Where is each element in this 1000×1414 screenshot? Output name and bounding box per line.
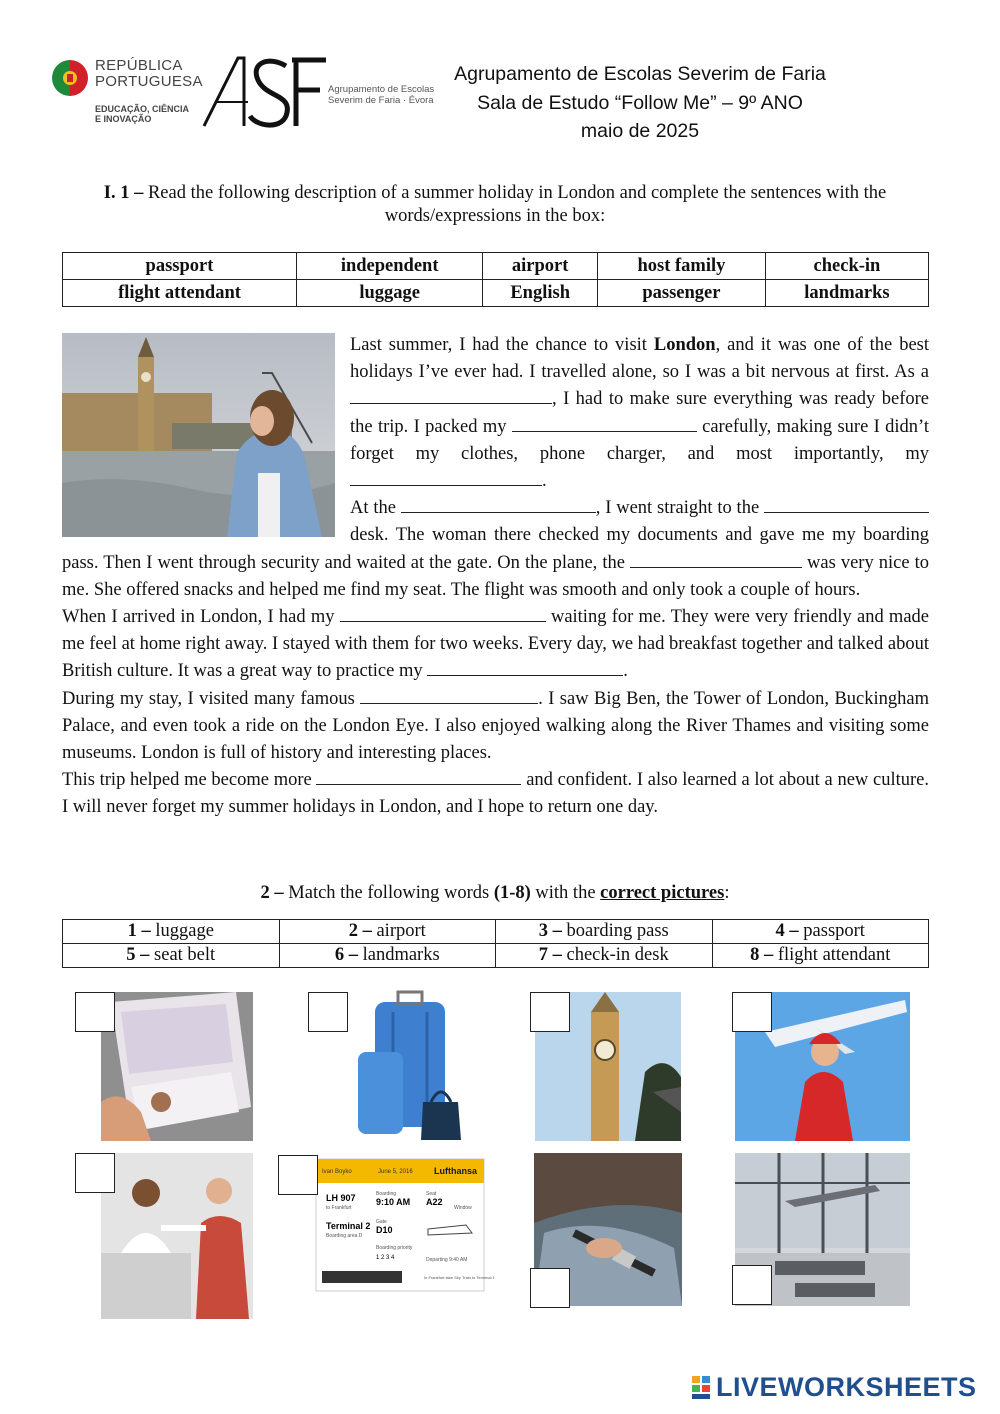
bp-flight: LH 907 — [326, 1193, 356, 1203]
story-text-run: During my stay, I visited many famous — [62, 688, 361, 709]
story-text-run: and confident. I also learned a lot about a new culture. I will never forget my summer holidays in London, and I hope to return one day. — [62, 770, 929, 818]
bp-priority-label: Boarding priority — [376, 1245, 413, 1251]
match-word: seat belt — [149, 945, 216, 965]
bp-date: June 5, 2016 — [378, 1169, 413, 1175]
word-cell: independent — [296, 253, 482, 280]
story-paragraph-3 — [62, 604, 929, 686]
blank-8[interactable] — [427, 659, 623, 676]
portugal-emblem-icon — [55, 58, 85, 98]
blank-9[interactable] — [360, 687, 538, 704]
bp-gate-label: Gate — [376, 1219, 387, 1225]
asf-sub2: Severim de Faria · Évora — [328, 95, 434, 106]
bp-terminal: Terminal 2 — [326, 1221, 371, 1231]
match-item — [63, 920, 280, 944]
answer-box-7[interactable] — [530, 1268, 570, 1308]
bp-area: Boarding area D — [326, 1233, 363, 1239]
match-word: airport — [371, 921, 426, 941]
section2-emphasis: correct pictures — [600, 883, 725, 903]
match-item — [279, 944, 496, 968]
story-paragraph-5 — [62, 767, 929, 821]
story-bold-london: London — [653, 335, 716, 355]
rp-sub2: E INOVAÇÃO — [95, 114, 152, 124]
match-item — [496, 944, 713, 968]
blank-10[interactable] — [316, 768, 521, 785]
section2-text: : — [724, 883, 730, 903]
match-word: boarding pass — [561, 921, 669, 941]
word-cell: check-in — [765, 253, 928, 280]
blank-2[interactable] — [512, 415, 697, 432]
blank-6[interactable] — [630, 551, 802, 568]
bp-boarding-label: Boarding — [376, 1191, 397, 1197]
section2-range: (1-8) — [493, 883, 531, 903]
answer-box-1[interactable] — [75, 992, 115, 1032]
story-text-run: This trip helped me become more — [62, 770, 317, 791]
bp-boarding-time: 9:10 AM — [376, 1197, 411, 1207]
rp-line1: REPÚBLICA — [95, 57, 183, 74]
section2-text: with the — [530, 883, 601, 903]
match-number: 5 – — [126, 945, 150, 965]
match-word: flight attendant — [773, 945, 891, 965]
liveworksheets-brand[interactable]: LIVEWORKSHEETS — [716, 1372, 977, 1402]
match-word-table — [62, 919, 929, 968]
story-text-run: waiting for me. They were very friendly and made me feel at home right away. I stayed with them for two weeks. Every day, we had breakfast together and talked about British culture. It was a great way to practice my — [62, 607, 929, 682]
check-in-desk-picture — [101, 1153, 253, 1319]
class-name: Sala de Estudo “Follow Me” – 9º ANO — [477, 91, 803, 114]
blank-1[interactable] — [350, 387, 552, 404]
luggage-picture — [353, 992, 463, 1142]
blank-3[interactable] — [350, 469, 542, 486]
story-text-run: carefully, making sure I didn’t forget my clothes, phone charger, and most importantly, my — [350, 416, 929, 464]
barcode-icon — [322, 1271, 402, 1283]
school-name: Agrupamento de Escolas Severim de Faria — [454, 63, 826, 85]
section1-number: I. 1 – — [103, 183, 144, 203]
story-text-run: , I had to make sure everything was ready before the trip. I packed my — [350, 389, 929, 437]
bp-priority: 1 2 3 4 — [376, 1255, 395, 1261]
section2-instruction — [62, 883, 928, 904]
match-word: luggage — [150, 921, 214, 941]
word-box — [62, 252, 929, 307]
answer-box-8[interactable] — [732, 1265, 772, 1305]
answer-box-2[interactable] — [308, 992, 348, 1032]
republica-portuguesa-logo — [55, 56, 205, 128]
boarding-pass-picture — [316, 1159, 495, 1291]
section2-text: Match the following words — [283, 883, 494, 903]
answer-box-3[interactable] — [530, 992, 570, 1032]
match-item — [496, 920, 713, 944]
section2-number: 2 – — [260, 883, 284, 903]
match-number: 7 – — [538, 945, 562, 965]
match-item — [279, 920, 496, 944]
match-item — [712, 944, 929, 968]
word-cell: passenger — [597, 280, 765, 307]
match-number: 2 – — [348, 921, 372, 941]
story-text-run: At the — [350, 498, 401, 519]
word-cell: host family — [597, 253, 765, 280]
school-header — [430, 60, 850, 146]
story-text-run: When I arrived in London, I had my — [62, 607, 340, 628]
blank-4[interactable] — [401, 496, 596, 513]
answer-box-6[interactable] — [278, 1155, 318, 1195]
match-item — [63, 944, 280, 968]
story-text-run: . — [623, 661, 628, 682]
story-text-run: . — [542, 471, 547, 492]
match-number: 6 – — [334, 945, 358, 965]
liveworksheets-logo-icon — [692, 1376, 712, 1400]
word-cell: flight attendant — [63, 280, 297, 307]
bp-departing: Departing 9:40 AM — [426, 1257, 468, 1263]
match-word: check-in desk — [561, 945, 669, 965]
bp-seat-label: Seat — [426, 1191, 437, 1197]
blank-7[interactable] — [340, 605, 546, 622]
match-number: 4 – — [775, 921, 799, 941]
story-paragraph-4 — [62, 686, 929, 768]
passport-picture — [101, 992, 253, 1141]
word-cell: luggage — [296, 280, 482, 307]
word-cell: landmarks — [765, 280, 928, 307]
match-item — [712, 920, 929, 944]
bp-to: to Frankfurt — [326, 1205, 352, 1211]
rp-sub1: EDUCAÇÃO, CIÊNCIA — [95, 104, 190, 114]
match-number: 3 – — [538, 921, 562, 941]
word-cell: passport — [63, 253, 297, 280]
story-text — [62, 332, 929, 822]
match-word: passport — [798, 921, 865, 941]
section1-instruction-text: Read the following description of a summer holiday in London and complete the sentences with the words/expressions in the box: — [143, 183, 887, 226]
blank-5[interactable] — [764, 496, 929, 513]
bp-gate: D10 — [376, 1225, 393, 1235]
word-cell: airport — [483, 253, 598, 280]
bp-seat: A22 — [426, 1197, 443, 1207]
asf-sub1: Agrupamento de Escolas — [328, 84, 435, 95]
section1-instruction — [62, 182, 928, 228]
date-line: maio de 2025 — [580, 120, 700, 142]
asf-school-logo — [200, 54, 330, 128]
bp-seat-type: Window — [454, 1205, 472, 1211]
story-text-run: . I saw Big Ben, the Tower of London, Buckingham Palace, and even took a ride on the London Eye. I also enjoyed walking along the River Thames and visiting some museums. London is full of history and interesting places. — [62, 688, 929, 764]
rp-line2: PORTUGUESA — [95, 73, 203, 90]
story-text-run: , I went straight to the — [595, 498, 764, 519]
story-text-run: was very nice to me. She offered snacks and helped me find my seat. The flight was smooth and only took a couple of hours. — [62, 552, 929, 600]
answer-box-4[interactable] — [732, 992, 772, 1032]
story-text-run: , and it was one of the best holidays I’ve ever had. I travelled alone, so I was a bit nervous at first. As a — [350, 335, 929, 383]
bp-footer: In Frankfurt take Sky Train to Terminal 1 — [424, 1275, 495, 1280]
match-word: landmarks — [357, 945, 440, 965]
bp-name: Ivan Boyko — [322, 1169, 352, 1175]
story-text-run: desk. The woman there checked my documents and gave me my boarding pass. Then I went through security and waited at the gate. On the plane, the — [62, 525, 929, 573]
answer-box-5[interactable] — [75, 1153, 115, 1193]
word-cell: English — [483, 280, 598, 307]
story-text-run: Last summer, I had the chance to visit — [350, 335, 654, 355]
match-number: 1 – — [127, 921, 151, 941]
match-number: 8 – — [750, 945, 774, 965]
bp-airline: Lufthansa — [434, 1166, 478, 1176]
